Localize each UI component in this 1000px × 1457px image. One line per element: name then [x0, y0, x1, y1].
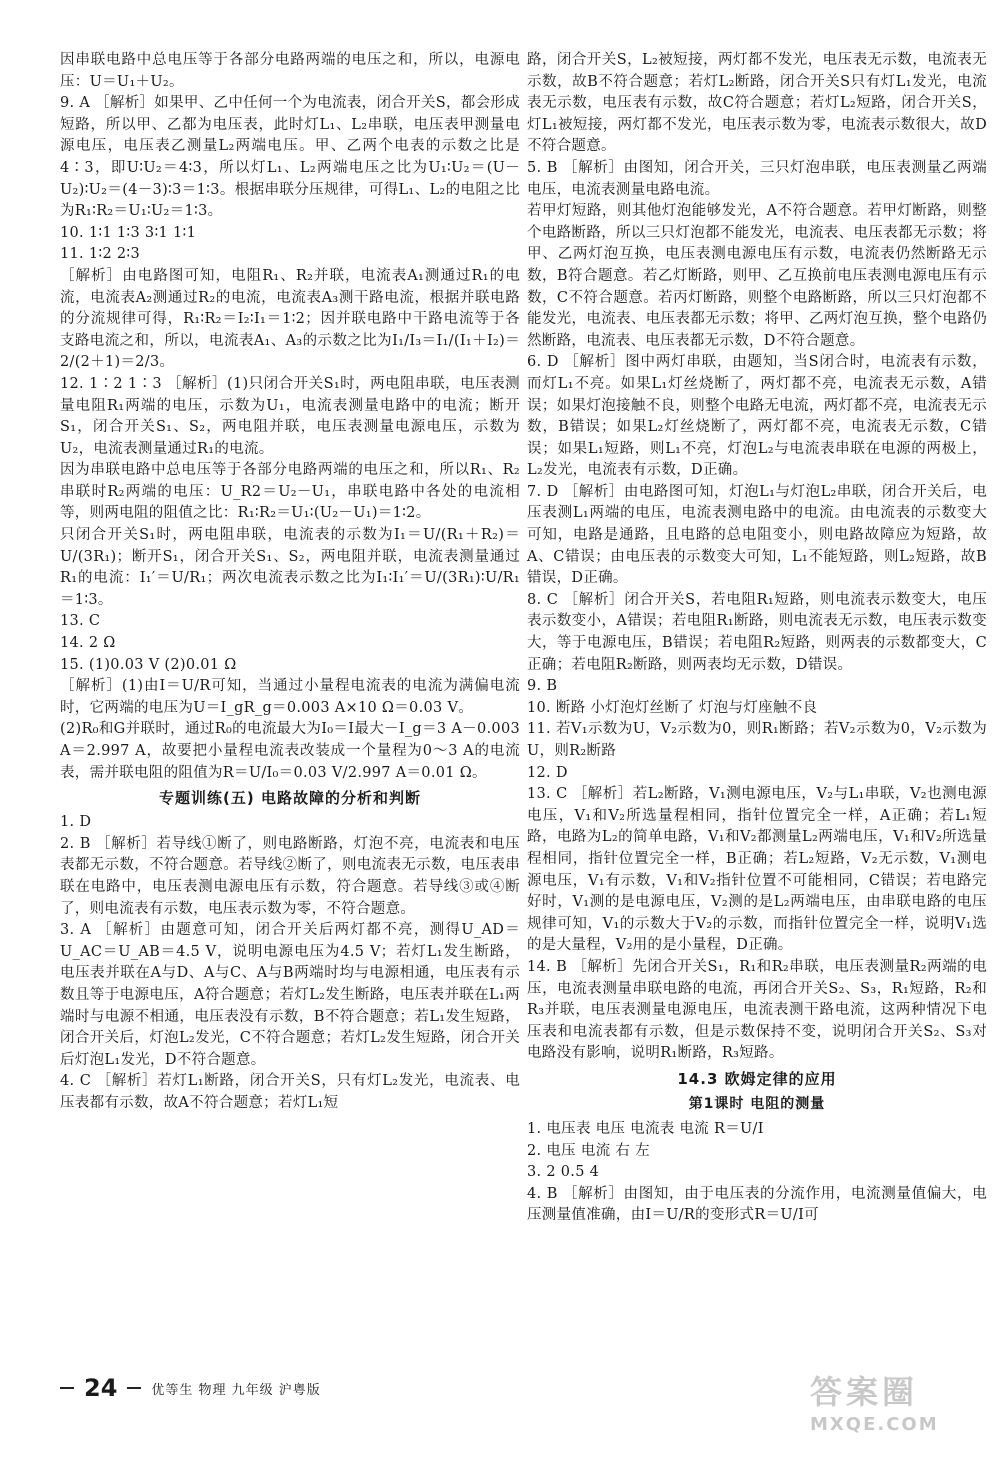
right-column — [527, 50, 987, 1227]
answer-paragraph: 若甲灯短路，则其他灯泡能够发光，A不符合题意。若甲灯断路，则整个电路断路，所以三只灯泡都不能发光，电流表、电压表都无示数；将甲、乙两灯泡互换，电压表测电源电压有示数，电流表仍然断路无示数，B符合题意。若乙灯断路，则甲、乙互换前电压表测电源电压有示数，C不符合题意。若丙灯断路，则整个电路断路，所以三只灯泡都不能发光，电流表、电压表都无示数；将甲、乙两灯泡互换，整个电路仍然断路，电流表、电压表都无示数，D不符合题意。 — [527, 203, 987, 349]
answer-paragraph: 15. (1)0.03 V (2)0.01 Ω — [60, 656, 237, 673]
answer-paragraph: 7. D ［解析］由电路图可知，灯泡L₁与灯泡L₂串联，闭合开关后，电压表测L₁两端的电压，电流表测电路中的电流。由电流表的示数变大可知，电路是通路，且电路的总电阻变小，则电路故障应为短路，故A、C错误；由电压表的示数变大可知，L₁不能短路，则L₂短路，故B错误，D正确。 — [527, 483, 987, 587]
footer-dash — [60, 1387, 74, 1389]
page-footer — [60, 1368, 321, 1408]
answer-paragraph: (2)R₀和G并联时，通过R₀的电流最大为I₀＝I最大－I_g＝3 A－0.003 A＝2.997 A，故要把小量程电流表改装成一个量程为0～3 A的电流表，需并联电阻的阻值为R＝U/I₀＝0.03 V/2.997 A＝0.01 Ω。 — [60, 721, 520, 781]
answer-paragraph: 11. 1∶2 2∶3 — [60, 246, 141, 263]
answer-paragraph: 12. D — [527, 764, 568, 781]
answer-paragraph: 1. D — [60, 814, 92, 831]
answer-paragraph: 路，闭合开关S，L₂被短接，两灯都不发光，电压表无示数，电流表无示数，故B不符合题意；若灯L₂断路，闭合开关S只有灯L₁发光，电流表无示数，电压表有示数，故C符合题意；若灯L₂短路，闭合开关S，灯L₁被短接，两灯都不发光，电压表示数为零，电流表示数很大，故D不符合题意。 — [527, 52, 987, 155]
answer-paragraph: 13. C ［解析］若L₂断路，V₁测电源电压，V₂与L₁串联，V₂也测电源电压，V₁和V₂所选量程相同，指针位置完全一样，A正确；若L₁短路，电路为L₂的简单电路，V₁和V₂都测量L₂两端电压，V₁和V₂所选量程相同，指针位置完全一样，B正确；若L₂短路，V₂无示数，V₁测电源电压，V₁有示数，V₁和V₂指针位置不可能相同，C错误；若电路完好时，V₁测的是电源电压，V₂测的是L₂两端电压，由串联电路的电压规律可知，V₁的示数大于V₂的示数，而指针位置完全一样，说明V₁选的是大量程，V₂用的是小量程，D正确。 — [527, 786, 987, 954]
answer-paragraph: 因串联电路中总电压等于各部分电路两端的电压之和，所以，电源电压：U＝U₁＋U₂。 — [60, 52, 520, 90]
answer-paragraph: 10. 1∶1 1∶3 3∶1 1∶1 — [60, 224, 197, 241]
footer-dash — [127, 1387, 141, 1389]
answer-paragraph: 13. C — [60, 613, 101, 630]
answer-paragraph: 5. B ［解析］由图知，闭合开关，三只灯泡串联，电压表测量乙两端电压，电流表测量电路电流。 — [527, 159, 987, 198]
section-subheading: 第1课时 电阻的测量 — [688, 1095, 826, 1112]
answer-paragraph: 因为串联电路中总电压等于各部分电路两端的电压之和，所以R₁、R₂串联时R₂两端的电压：U_R2＝U₂－U₁，串联电路中各处的电流相等，则两电阻的阻值之比：R₁∶R₂＝U₁∶(U₂－U₁)＝1∶2。 — [60, 462, 520, 522]
answer-paragraph: 3. 2 0.5 4 — [527, 1164, 600, 1181]
answer-paragraph: 9. B — [527, 678, 558, 695]
answer-paragraph: 2. 电压 电流 右 左 — [527, 1142, 650, 1159]
left-column — [60, 50, 520, 1115]
answer-paragraph: 10. 断路 小灯泡灯丝断了 灯泡与灯座触不良 — [527, 699, 818, 716]
answer-paragraph: 9. A ［解析］如果甲、乙中任何一个为电流表，闭合开关S，都会形成短路，所以甲、乙都为电压表，此时灯L₁、L₂串联，电压表甲测量电源电压，电压表乙测量L₂两端电压。甲、乙两个电表的示数之比是4∶3，即U∶U₂＝4∶3，所以灯L₁、L₂两端电压之比为U₁∶U₂＝(U－U₂)∶U₂＝(4－3)∶3＝1∶3。根据串联分压规律，可得L₁、L₂的电阻之比为R₁∶R₂＝U₁∶U₂＝1∶3。 — [60, 95, 520, 220]
book-info: 优等生 物理 九年级 沪粤版 — [151, 1382, 321, 1398]
answer-paragraph: 14. 2 Ω — [60, 635, 116, 652]
answer-paragraph: 4. B ［解析］由图知，由于电压表的分流作用，电流测量值偏大，电压测量值准确，由I＝U/R的变形式R＝U/I可 — [527, 1185, 987, 1224]
answer-paragraph: ［解析］(1)由I＝U/R可知，当通过小量程电流表的电流为满偏电流时，它两端的电压为U＝I_gR_g＝0.003 A×10 Ω＝0.03 V。 — [60, 678, 520, 716]
answer-paragraph: 6. D ［解析］图中两灯串联，由题知，当S闭合时，电流表有示数，而灯L₁不亮。如果L₁灯丝烧断了，两灯都不亮，电流表无示数，A错误；如果灯泡接触不良，则整个电路无电流，两灯都不亮，电流表无示数，B错误；如果L₂灯丝烧断了，两灯都不亮，电流表无示数，C错误；如果L₁短路，则L₁不亮，灯泡L₂与电流表串联在电源的两极上，L₂发光，电流表有示数，D正确。 — [527, 354, 987, 479]
answer-paragraph: 11. 若V₁示数为U，V₂示数为0，则R₁断路；若V₂示数为0，V₂示数为U，则R₂断路 — [527, 721, 987, 759]
section-heading: 专题训练(五) 电路故障的分析和判断 — [159, 789, 421, 808]
watermark-text: 答案圈 — [810, 1373, 919, 1411]
answer-paragraph: 2. B ［解析］若导线①断了，则电路断路，灯泡不亮，电流表和电压表都无示数，不符合题意。若导线②断了，则电流表无示数，电压表串联在电路中，电压表测电源电压有示数，符合题意。若导线③或④断了，则电流表有示数，电压表示数为零，不符合题意。 — [60, 835, 520, 917]
answer-paragraph: 12. 1∶2 1∶3 ［解析］(1)只闭合开关S₁时，两电阻串联，电压表测量电阻R₁两端的电压，示数为U₁，电流表测量电路中的电流；断开S₁，闭合开关S₁、S₂，两电阻并联，电压表测量电源电压，示数为U₂，电流表测量通过R₁的电流。 — [60, 375, 520, 457]
answer-paragraph: 只闭合开关S₁时，两电阻串联，电流表的示数为I₁＝U/(R₁＋R₂)＝U/(3R₁)；断开S₁，闭合开关S₁、S₂，两电阻并联，电流表测量通过R₁的电流：I₁′＝U/R₁；两次电流表示数之比为I₁∶I₁′＝U/(3R₁)∶U/R₁＝1∶3。 — [60, 527, 520, 608]
answer-paragraph: 1. 电压表 电压 电流表 电流 R＝U/I — [527, 1120, 764, 1137]
answer-paragraph: 4. C ［解析］若灯L₁断路，闭合开关S，只有灯L₂发光，电流表、电压表都有示数，故A不符合题意；若灯L₁短 — [60, 1073, 520, 1111]
answer-paragraph: 3. A ［解析］由题意可知，闭合开关后两灯都不亮，测得U_AD＝U_AC＝U_AB＝4.5 V，说明电源电压为4.5 V；若灯L₁发生断路，电压表并联在A与D、A与C、A与B两端时均与电源相通，电压表有示数且等于电源电压，A符合题意；若灯L₂发生断路，电压表并联在L₁两端时与电源不相通，电压表没有示数，B不符合题意；若L₁发生短路，闭合开关后，灯泡L₂发光，C不符合题意；若灯L₂发生短路，闭合开关后灯泡L₁发光，D不符合题意。 — [60, 922, 520, 1068]
watermark-url: MXQE.COM — [810, 1414, 939, 1435]
answer-paragraph: ［解析］由电路图可知，电阻R₁、R₂并联，电流表A₁测通过R₁的电流，电流表A₂测通过R₂的电流，电流表A₃测干路电流，根据并联电路的分流规律可得，R₁∶R₂＝I₂∶I₁＝1∶2；因并联电路中干路电流等于各支路电流之和，所以，电流表A₁、A₃的示数之比为I₁/I₃＝I₁/(I₁＋I₂)＝2/(2＋1)＝2/3。 — [60, 267, 520, 371]
watermark-logo — [810, 1372, 980, 1452]
answer-paragraph: 14. B ［解析］先闭合开关S₁，R₁和R₂串联，电压表测量R₂两端的电压，电流表测量串联电路的电流，再闭合开关S₂、S₃，R₁短路，R₂和R₃并联，电压表测量电源电压，电流表测干路电流，这两种情况下电压表和电流表都有示数，但是示数保持不变，说明闭合开关S₂、S₃对电路没有影响，说明R₁断路，R₃短路。 — [527, 958, 987, 1062]
answer-paragraph: 8. C ［解析］闭合开关S，若电阻R₁短路，则电流表示数变大，电压表示数变小，A错误；若电阻R₁断路，则电流表无示数，电压表示数变大，等于电源电压，B错误；若电阻R₂短路，则两表的示数都变大，C正确；若电阻R₂断路，则两表均无示数，D错误。 — [527, 591, 987, 673]
page-number: 24 — [84, 1374, 118, 1402]
section-heading: 14.3 欧姆定律的应用 — [677, 1069, 837, 1088]
